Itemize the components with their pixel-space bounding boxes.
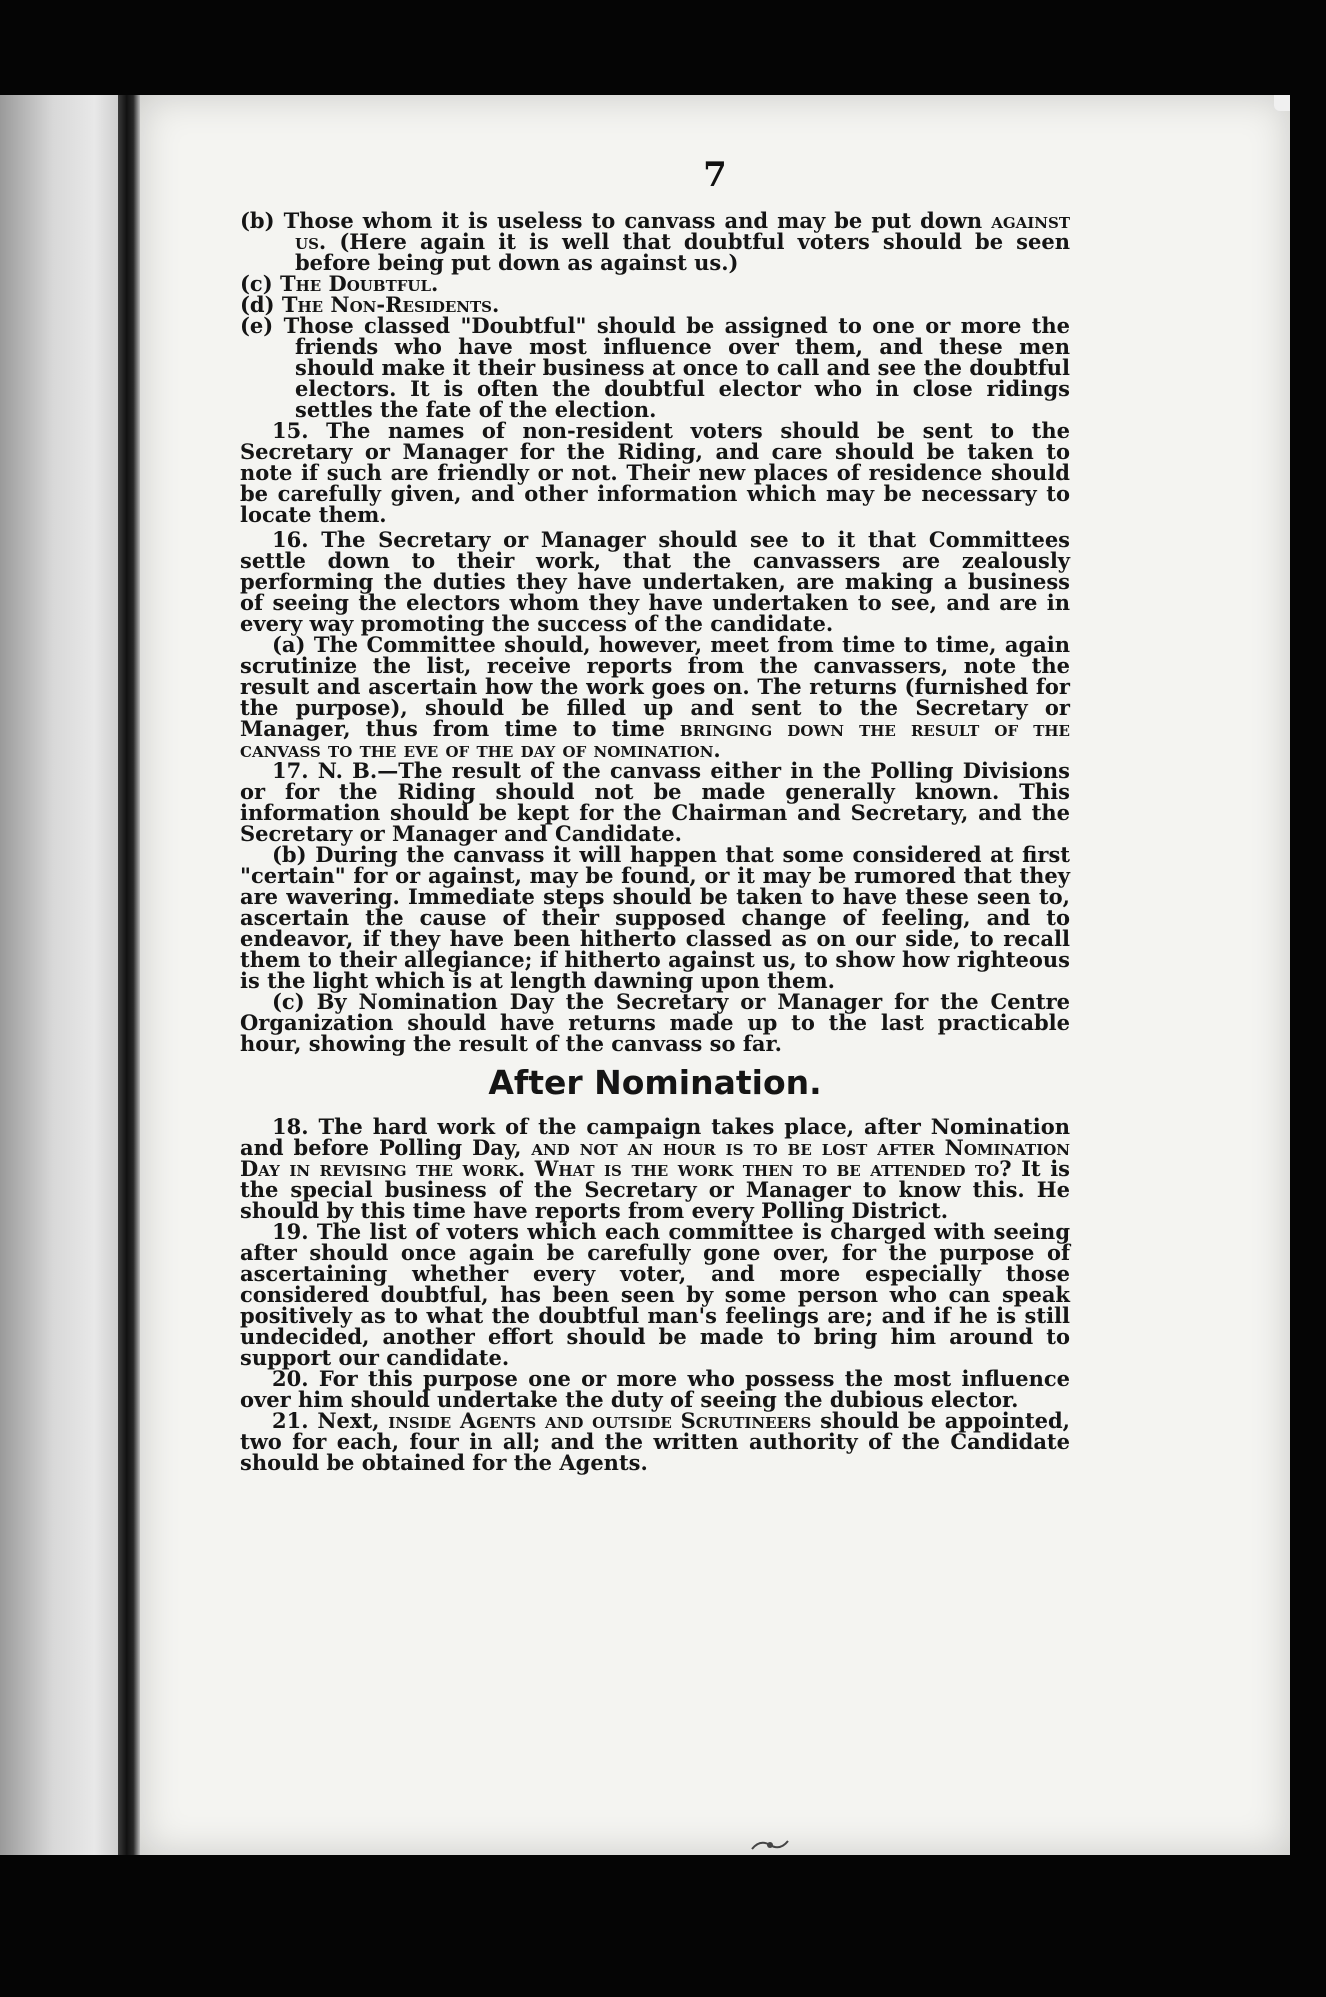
section-heading: After Nomination. bbox=[488, 1063, 822, 1102]
page-body bbox=[240, 210, 1070, 1473]
paragraph-20: 20. For this purpose one or more who possess the most influence over him should undertake the duty of seeing the dubious elector. bbox=[240, 1366, 1070, 1412]
paragraph-17: 17. N. B.—The result of the canvass either in the Polling Divisions or for the Riding should not be made generally known. This information should be kept for the Chairman and Secretary, and the Secretary or Manager and Candidate. bbox=[240, 758, 1070, 846]
item-b: (b) Those whom it is useless to canvass and may be put down against us. (Here again it is well that doubtful voters should be seen before being put down as against us.) bbox=[240, 208, 1071, 275]
item-c: (c) The Doubtful. bbox=[240, 271, 439, 296]
paragraph-16: 16. The Secretary or Manager should see to it that Committees settle down to their work, that the canvassers are zealously performing the duties they have undertaken, are making a business of seeing the electors whom they have undertaken to see, and are in every way promoting the success of the candidate. bbox=[240, 527, 1070, 636]
paragraph-16a: (a) The Committee should, however, meet from time to time, again scrutinize the list, receive reports from the canvassers, note the result and ascertain how the work goes on. The returns (furnished for the purpose), should be filled up and sent to the Secretary or Manager, thus from time to time bringing down the result of the canvass to the eve of the day of nomination. bbox=[240, 632, 1070, 762]
item-d: (d) The Non-Residents. bbox=[240, 292, 500, 317]
item-e: (e) Those classed "Doubtful" should be assigned to one or more the friends who have most influence over them, and these men should make it their business at once to call and see the doubtful electors. It is often the doubtful elector who in close ridings settles the fate of the election. bbox=[240, 313, 1070, 422]
paragraph-21: 21. Next, inside Agents and outside Scrutineers should be appointed, two for each, four in all; and the written authority of the Candidate should be obtained for the Agents. bbox=[240, 1408, 1070, 1475]
paragraph-17c: (c) By Nomination Day the Secretary or Manager for the Centre Organization should have returns made up to the last practicable hour, showing the result of the canvass so far. bbox=[240, 989, 1070, 1056]
page-number: 7 bbox=[703, 155, 727, 195]
book-gutter bbox=[118, 95, 140, 1855]
paragraph-17b: (b) During the canvass it will happen that some considered at first "certain" for or against, may be found, or it may be rumored that they are wavering. Immediate steps should be taken to have these seen to, ascertain the cause of their supposed change of feeling, and to endeavor, if they have been hitherto classed as on our side, to recall them to their allegiance; if hitherto against us, to show how righteous is the light which is at length dawning upon them. bbox=[240, 842, 1070, 993]
paragraph-15: 15. The names of non-resident voters should be sent to the Secretary or Manager for the Riding, and care should be taken to note if such are friendly or not. Their new places of residence should be carefully given, and other information which may be necessary to locate them. bbox=[240, 418, 1070, 527]
printer-ornament bbox=[750, 1835, 790, 1861]
document-page bbox=[140, 95, 1290, 1855]
paragraph-19: 19. The list of voters which each committee is charged with seeing after should once again be carefully gone over, for the purpose of ascertaining whether every voter, and more especially those considered doubtful, has been seen by some person who can speak positively as to what the doubtful man's feelings are; and if he is still undecided, another effort should be made to bring him around to support our candidate. bbox=[240, 1219, 1070, 1370]
page-corner bbox=[1274, 95, 1290, 111]
paragraph-18: 18. The hard work of the campaign takes place, after Nomination and before Polling Day, and not an hour is to be lost after Nomination Day in revising the work. What is the work then to be attended to? It is the special business of the Secretary or Manager to know this. He should by this time have reports from every Polling District. bbox=[240, 1114, 1070, 1223]
facing-page-edge bbox=[0, 95, 118, 1855]
